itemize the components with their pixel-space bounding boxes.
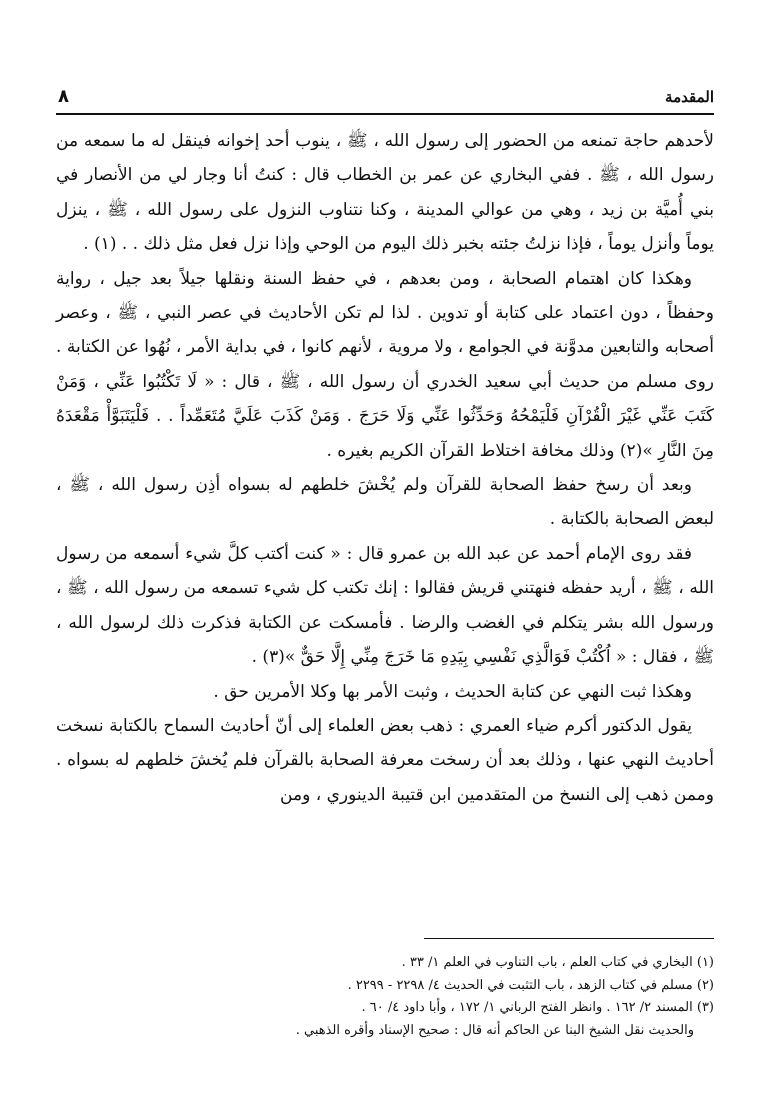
page-header — [56, 86, 714, 112]
footnote-divider — [424, 938, 714, 939]
paragraph-5: وهكذا ثبت النهي عن كتابة الحديث ، وثبت الأمر بها وكلا الأمرين حق . — [213, 681, 692, 702]
paragraph-3: وبعد أن رسخ حفظ الصحابة للقرآن ولم يُخْشَ خلطهم له بسواه أذِن رسول الله ، ﷺ ، لبعض الصحابة بالكتابة . — [56, 475, 714, 530]
paragraph-6: يقول الدكتور أكرم ضياء العمري : ذهب بعض العلماء إلى أنّ أحاديث السماح بالكتابة نسخت أحاديث النهي عنها ، وذلك بعد أن رسخت معرفة الصحابة بالقرآن فلم يُخشَ خلطهم له بسواه . وممن ذهب إلى النسخ من المتقدمين ابن قتيبة الدينوري ، ومن — [56, 715, 714, 805]
footnote-2: (٢) مسلم في كتاب الزهد ، باب التثبت في الحديث ٤/ ٢٢٩٨ - ٢٢٩٩ . — [347, 977, 714, 993]
paragraph-2: وهكذا كان اهتمام الصحابة ، ومن بعدهم ، في حفظ السنة ونقلها جيلاً بعد جيل ، رواية وحفظاً ، دون اعتماد على كتابة أو تدوين . لذا لم تكن الأحاديث في عصر النبي ، ﷺ ، وعصر أصحابه والتابعين مدوَّنة في الجوامع ، ولا مروية ، لأنهم كانوا ، في بداية الأمر ، نُهُوا عن الكتابة . روى مسلم من حديث أبي سعيد الخدري أن رسول الله ، ﷺ ، قال : « لَا تَكْتُبُوا عَنِّي ، وَمَنْ كَتَبَ عَنِّي غَيْرَ الْقُرْآنِ فَلْيَمْحُهُ وَحَدِّثُوا عَنِّي وَلَا حَرَجَ . وَمَنْ كَذَبَ عَلَيَّ مُتَعَمِّداً . . فَلْيَتَبَوَّأْ مَقْعَدَهُ مِنَ النَّارِ »(٢) وذلك مخافة اختلاط القرآن الكريم بغيره . — [56, 268, 714, 461]
main-text — [56, 124, 714, 812]
footnotes — [56, 952, 714, 1042]
paragraph-1: لأحدهم حاجة تمنعه من الحضور إلى رسول الله ، ﷺ ، ينوب أحد إخوانه فينقل له ما سمعه من رسول الله ، ﷺ . ففي البخاري عن عمر بن الخطاب قال : كنتُ أنا وجار لي من الأنصار في بني أُميَّة بن زيد ، وهي من عوالي المدينة ، وكنا نتناوب النزول على رسول الله ، ﷺ ، ينزل يوماً وأنزل يوماً ، فإذا نزلتُ جئته بخبر ذلك اليوم من الوحي وإذا نزل فعل مثل ذلك . . (١) . — [56, 131, 714, 255]
paragraph-4: فقد روى الإمام أحمد عن عبد الله بن عمرو قال : « كنت أكتب كلَّ شيء أسمعه من رسول الله ، ﷺ ، أريد حفظه فنهتني قريش فقالوا : إنك تكتب كل شيء تسمعه من رسول الله ، ﷺ ، ورسول الله بشر يتكلم في الغضب والرضا . فأمسكت عن الكتابة فذكرت ذلك لرسول الله ، ﷺ ، فقال : « اُكْتُبْ فَوَالَّذِي نَفْسِي بِيَدِهِ مَا خَرَجَ مِنِّي إِلَّا حَقٌّ »(٣) . — [56, 543, 714, 668]
header-divider — [56, 113, 714, 115]
page-number: ٨ — [58, 86, 69, 107]
footnote-1: (١) البخاري في كتاب العلم ، باب التناوب في العلم ١/ ٣٣ . — [401, 955, 714, 970]
footnote-3-continuation: والحديث نقل الشيخ البنا عن الحاكم أنه قال : صحيح الإسناد وأقره الذهبي . — [295, 1022, 694, 1038]
running-title: المقدمة — [665, 88, 714, 106]
footnote-3: (٣) المسند ٢/ ١٦٢ . وانظر الفتح الرباني ١/ ١٧٢ ، وأبا داود ٤/ ٦٠ . — [361, 1000, 714, 1015]
